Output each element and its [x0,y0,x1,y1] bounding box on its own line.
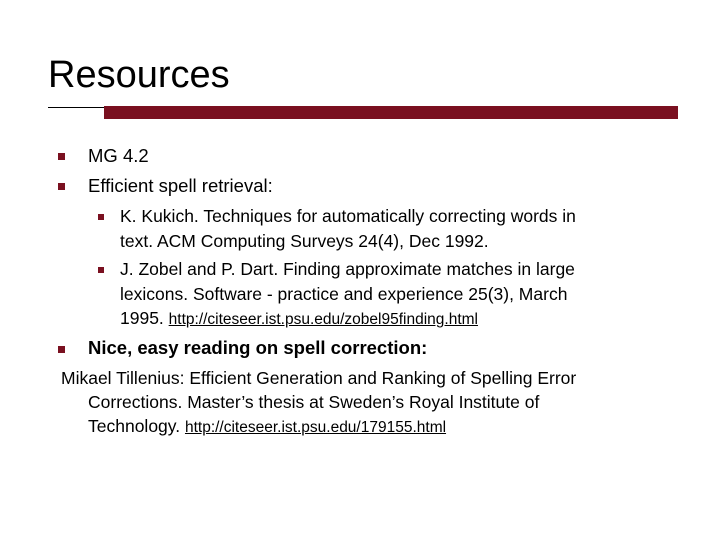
bullet-efficient: Efficient spell retrieval: [88,175,273,196]
sub-bullet-marker [98,267,104,273]
bullet-mg: MG 4.2 [88,145,149,166]
sub-bullet-marker [98,214,104,220]
mikael-line-3 [88,418,446,436]
zobel-year: 1995. [120,308,169,328]
kukich-line-1: K. Kukich. Techniques for automatically correcting words in [120,206,576,226]
title-underline [48,107,106,108]
zobel-line-1: J. Zobel and P. Dart. Finding approximate matches in large [120,259,575,279]
mikael-link[interactable]: http://citeseer.ist.psu.edu/179155.html [184,419,447,436]
bullet-marker [58,346,65,353]
zobel-link[interactable]: http://citeseer.ist.psu.edu/zobel95finding.html [168,311,478,328]
zobel-line-3 [120,310,478,328]
title-accent-bar [104,106,678,119]
slide-title: Resources [48,54,230,96]
mikael-line-1: Mikael Tillenius: Efficient Generation and Ranking of Spelling Error [61,368,577,388]
bullet-marker [58,183,65,190]
mikael-line-2: Corrections. Master’s thesis at Sweden’s Royal Institute of [88,392,540,412]
kukich-line-2: text. ACM Computing Surveys 24(4), Dec 1992. [120,231,489,251]
zobel-line-2: lexicons. Software - practice and experience 25(3), March [120,284,568,304]
bullet-marker [58,153,65,160]
mikael-tech: Technology. [88,416,185,436]
bullet-nice: Nice, easy reading on spell correction: [88,337,428,358]
